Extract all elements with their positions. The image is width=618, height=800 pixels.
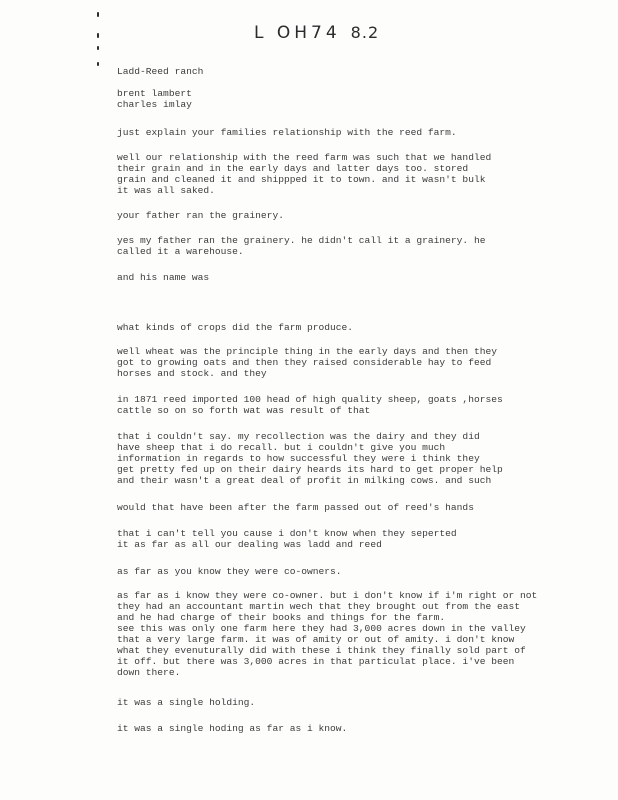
answer-line: well wheat was the principle thing in the early days and then they [117, 346, 497, 357]
answer-line: their grain and in the early days and latter days too. stored [117, 163, 469, 174]
answer-line: that i couldn't say. my recollection was the dairy and they did [117, 431, 480, 442]
answer-line: well our relationship with the reed farm was such that we handled [117, 152, 492, 163]
archive-code-main: L OH74 [254, 23, 341, 43]
binder-mark [97, 46, 99, 50]
binder-mark [97, 62, 99, 66]
answer-line: grain and cleaned it and shippped it to town. and it wasn't bulk [117, 174, 486, 185]
participant-name: brent lambert [117, 88, 192, 99]
answer-line: called it a warehouse. [117, 246, 244, 257]
answer-line: have sheep that i do recall. but i couldn't give you much [117, 442, 446, 453]
answer-line: get pretty fed up on their dairy heards its hard to get proper help [117, 464, 503, 475]
interviewer-question: in 1871 reed imported 100 head of high quality sheep, goats ,horses [117, 394, 503, 405]
answer-line: and he had charge of their books and things for the farm. [117, 612, 446, 623]
interviewer-question: cattle so on so forth wat was result of that [117, 405, 371, 416]
interviewer-question: as far as you know they were co-owners. [117, 566, 342, 577]
answer-line: that a very large farm. it was of amity or out of amity. i don't know [117, 634, 515, 645]
answer-line: they had an accountant martin wech that they brought out from the east [117, 601, 521, 612]
answer-line: and their wasn't a great deal of profit in milking cows. and such [117, 475, 492, 486]
answer-line: it was all saked. [117, 185, 215, 196]
answer-line: yes my father ran the grainery. he didn't call it a grainery. he [117, 235, 486, 246]
answer-line: horses and stock. and they [117, 368, 267, 379]
answer-line: it as far as all our dealing was ladd and reed [117, 539, 382, 550]
answer-line: it was a single hoding as far as i know. [117, 723, 348, 734]
answer-line: what they evenuturally did with these i think they finally sold part of [117, 645, 526, 656]
answer-line: see this was only one farm here they had 3,000 acres down in the valley [117, 623, 526, 634]
participant-name: charles imlay [117, 99, 192, 110]
binder-mark [97, 12, 99, 17]
archive-code-sub: 8.2 [350, 23, 380, 42]
answer-line: information in regards to how successful they were i think they [117, 453, 480, 464]
interviewer-question: just explain your families relationship with the reed farm. [117, 127, 457, 138]
interviewer-question: would that have been after the farm passed out of reed's hands [117, 502, 474, 513]
answer-line: it off. but there was 3,000 acres in that particulat place. i've been [117, 656, 515, 667]
answer-line: that i can't tell you cause i don't know when they seperted [117, 528, 457, 539]
interviewer-question: it was a single holding. [117, 697, 256, 708]
interviewer-question: what kinds of crops did the farm produce. [117, 322, 354, 333]
archive-code [254, 23, 379, 43]
answer-line: as far as i know they were co-owner. but i don't know if i'm right or not [117, 590, 538, 601]
document-title: Ladd-Reed ranch [117, 66, 204, 77]
answer-line: down there. [117, 667, 181, 678]
answer-line: got to growing oats and then they raised considerable hay to feed [117, 357, 492, 368]
binder-mark [97, 33, 99, 38]
interviewer-question: your father ran the grainery. [117, 210, 284, 221]
interviewer-question: and his name was [117, 272, 210, 283]
